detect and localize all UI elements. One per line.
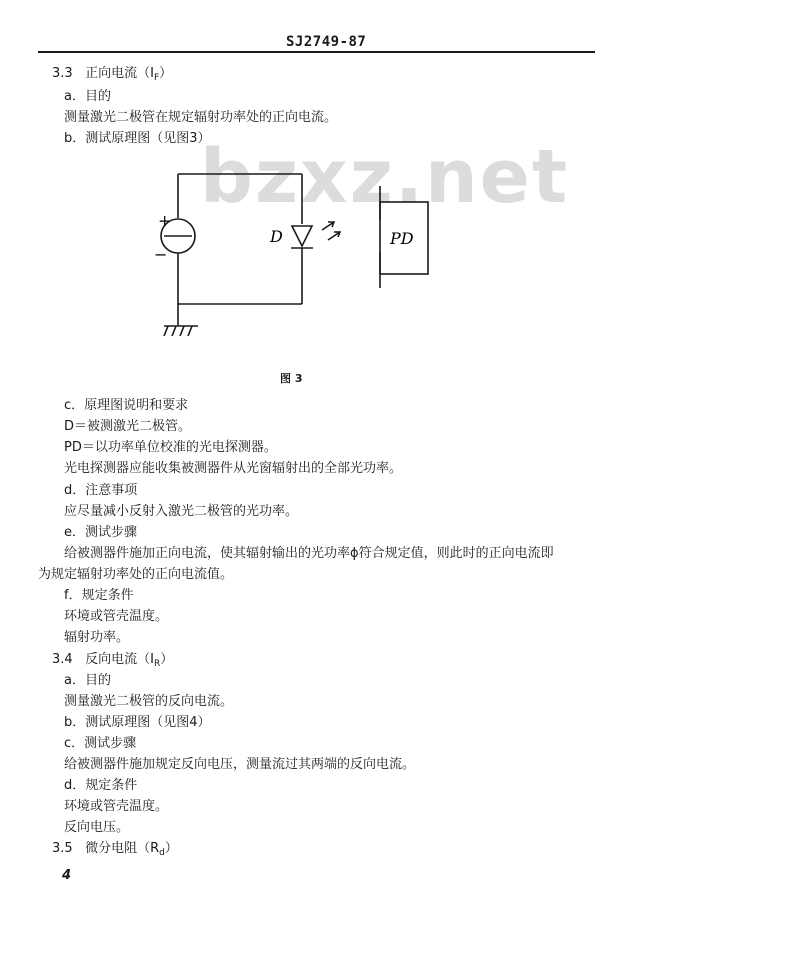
header-rule xyxy=(38,51,595,53)
figure-caption: 图 3 xyxy=(280,372,303,385)
document-number: SJ2749-87 xyxy=(286,34,367,50)
laser-diode-icon xyxy=(292,226,312,246)
section-number: 3.4 xyxy=(52,652,73,667)
item-a-label: a．目的 xyxy=(64,89,111,104)
item-a-text: 测量激光二极管的反向电流。 xyxy=(64,694,234,709)
figure-3-circuit-diagram xyxy=(140,160,460,350)
section-3-4-heading xyxy=(52,652,173,672)
watermark: bzxz.net xyxy=(200,134,570,220)
source-minus-label: − xyxy=(154,245,168,264)
item-f-label: f．规定条件 xyxy=(64,588,134,603)
section-title: 反向电流（I xyxy=(85,652,154,667)
source-plus-label: + xyxy=(158,211,172,230)
diode-label: D xyxy=(270,227,283,246)
section-title-end: ） xyxy=(160,652,174,667)
item-d-line-2: 反向电压。 xyxy=(64,820,130,835)
section-title-end: ） xyxy=(164,841,178,856)
section-title-end: ） xyxy=(159,66,173,81)
item-f-line-2: 辐射功率。 xyxy=(64,630,130,645)
section-3-3-heading xyxy=(52,66,172,86)
item-c-text: 给被测器件施加规定反向电压，测量流过其两端的反向电流。 xyxy=(64,757,416,772)
item-b-label: b．测试原理图（见图3） xyxy=(64,131,211,146)
item-d-label: d．注意事项 xyxy=(64,483,138,498)
item-f-line-1: 环境或管壳温度。 xyxy=(64,609,169,624)
section-number: 3.5 xyxy=(52,841,73,856)
item-c-line-1: D＝被测激光二极管。 xyxy=(64,419,192,434)
section-title-subscript: F xyxy=(153,73,160,83)
section-title-subscript: d xyxy=(159,848,165,858)
item-d-label: d．规定条件 xyxy=(64,778,138,793)
section-title-subscript: R xyxy=(153,659,161,669)
section-3-5-heading xyxy=(52,841,178,861)
section-title: 微分电阻（R xyxy=(85,841,160,856)
photodetector-label: PD xyxy=(390,229,414,248)
item-b-label: b．测试原理图（见图4） xyxy=(64,715,211,730)
item-e-text-line-1: 给被测器件施加正向电流，使其辐射输出的光功率ϕ符合规定值，则此时的正向电流即 xyxy=(64,546,554,561)
page-number: 4 xyxy=(62,868,72,883)
item-c-line-2: PD＝以功率单位校准的光电探测器。 xyxy=(64,440,277,455)
item-e-text-line-2: 为规定辐射功率处的正向电流值。 xyxy=(38,567,234,582)
item-c-label: c．原理图说明和要求 xyxy=(64,398,189,413)
item-d-line-1: 环境或管壳温度。 xyxy=(64,799,169,814)
section-number: 3.3 xyxy=(52,66,73,81)
item-c-line-3: 光电探测器应能收集被测器件从光窗辐射出的全部光功率。 xyxy=(64,461,403,476)
item-a-text: 测量激光二极管在规定辐射功率处的正向电流。 xyxy=(64,110,338,125)
item-e-label: e．测试步骤 xyxy=(64,525,137,540)
section-title: 正向电流（I xyxy=(85,66,154,81)
item-c-label: c．测试步骤 xyxy=(64,736,137,751)
item-a-label: a．目的 xyxy=(64,673,111,688)
item-d-text: 应尽量减小反射入激光二极管的光功率。 xyxy=(64,504,299,519)
